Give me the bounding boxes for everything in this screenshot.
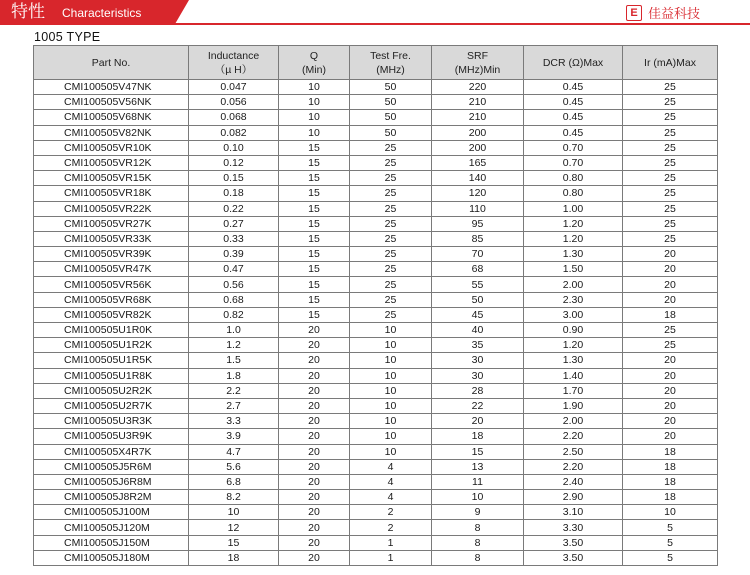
table-row — [34, 398, 718, 413]
ir-cell: 20 — [623, 429, 718, 444]
banner-title-zh: 特性 — [11, 2, 45, 22]
table-row — [34, 459, 718, 474]
table-row — [34, 95, 718, 110]
part-no-cell: CMI100505J180M — [34, 550, 189, 565]
test-freq-cell: 25 — [350, 201, 432, 216]
q-cell: 15 — [279, 171, 350, 186]
inductance-cell: 0.12 — [189, 155, 279, 170]
inductance-cell: 0.068 — [189, 110, 279, 125]
table-row — [34, 520, 718, 535]
banner-underline — [0, 23, 750, 25]
dcr-cell: 0.70 — [524, 155, 623, 170]
ir-cell: 10 — [623, 505, 718, 520]
srf-cell: 13 — [432, 459, 524, 474]
inductance-cell: 0.047 — [189, 80, 279, 95]
inductance-cell: 15 — [189, 535, 279, 550]
q-cell: 15 — [279, 247, 350, 262]
part-no-cell: CMI100505J5R6M — [34, 459, 189, 474]
table-row — [34, 383, 718, 398]
banner-notch — [175, 0, 189, 24]
srf-cell: 110 — [432, 201, 524, 216]
srf-cell: 140 — [432, 171, 524, 186]
ir-cell: 18 — [623, 459, 718, 474]
ir-cell: 25 — [623, 155, 718, 170]
inductance-cell: 0.27 — [189, 216, 279, 231]
part-no-cell: CMI100505VR82K — [34, 307, 189, 322]
ir-cell: 25 — [623, 95, 718, 110]
table-row — [34, 201, 718, 216]
ir-cell: 25 — [623, 171, 718, 186]
ir-cell: 25 — [623, 80, 718, 95]
inductance-cell: 2.2 — [189, 383, 279, 398]
srf-cell: 10 — [432, 490, 524, 505]
q-cell: 20 — [279, 398, 350, 413]
srf-cell: 200 — [432, 140, 524, 155]
table-row — [34, 505, 718, 520]
test-freq-cell: 2 — [350, 505, 432, 520]
dcr-cell: 0.45 — [524, 95, 623, 110]
test-freq-cell: 25 — [350, 307, 432, 322]
part-no-cell: CMI100505U1R8K — [34, 368, 189, 383]
table-row — [34, 474, 718, 489]
part-no-cell: CMI100505VR39K — [34, 247, 189, 262]
test-freq-cell: 10 — [350, 323, 432, 338]
inductance-cell: 3.9 — [189, 429, 279, 444]
srf-cell: 8 — [432, 520, 524, 535]
header-inductance: Inductance （µ H） — [189, 46, 279, 80]
inductance-cell: 0.33 — [189, 231, 279, 246]
dcr-cell: 2.90 — [524, 490, 623, 505]
ir-cell: 20 — [623, 277, 718, 292]
part-no-cell: CMI100505J150M — [34, 535, 189, 550]
part-no-cell: CMI100505VR18K — [34, 186, 189, 201]
ir-cell: 20 — [623, 262, 718, 277]
part-no-cell: CMI100505V56NK — [34, 95, 189, 110]
part-no-cell: CMI100505U2R7K — [34, 398, 189, 413]
dcr-cell: 3.50 — [524, 550, 623, 565]
test-freq-cell: 50 — [350, 80, 432, 95]
table-header-row — [34, 46, 718, 80]
q-cell: 20 — [279, 474, 350, 489]
part-no-cell: CMI100505U1R0K — [34, 323, 189, 338]
inductance-cell: 10 — [189, 505, 279, 520]
dcr-cell: 3.30 — [524, 520, 623, 535]
dcr-cell: 3.00 — [524, 307, 623, 322]
inductance-cell: 4.7 — [189, 444, 279, 459]
test-freq-cell: 25 — [350, 186, 432, 201]
q-cell: 20 — [279, 459, 350, 474]
srf-cell: 28 — [432, 383, 524, 398]
test-freq-cell: 25 — [350, 216, 432, 231]
q-cell: 20 — [279, 550, 350, 565]
inductance-cell: 0.18 — [189, 186, 279, 201]
q-cell: 10 — [279, 95, 350, 110]
test-freq-cell: 25 — [350, 231, 432, 246]
table-row — [34, 262, 718, 277]
inductance-cell: 0.56 — [189, 277, 279, 292]
ir-cell: 25 — [623, 231, 718, 246]
ir-cell: 5 — [623, 550, 718, 565]
inductance-cell: 2.7 — [189, 398, 279, 413]
table-row — [34, 429, 718, 444]
srf-cell: 165 — [432, 155, 524, 170]
table-row — [34, 80, 718, 95]
part-no-cell: CMI100505U1R5K — [34, 353, 189, 368]
part-no-cell: CMI100505V82NK — [34, 125, 189, 140]
ir-cell: 5 — [623, 520, 718, 535]
dcr-cell: 2.00 — [524, 414, 623, 429]
q-cell: 15 — [279, 231, 350, 246]
q-cell: 15 — [279, 201, 350, 216]
inductance-cell: 0.082 — [189, 125, 279, 140]
part-no-cell: CMI100505U3R3K — [34, 414, 189, 429]
srf-cell: 220 — [432, 80, 524, 95]
dcr-cell: 2.40 — [524, 474, 623, 489]
part-no-cell: CMI100505VR12K — [34, 155, 189, 170]
srf-cell: 8 — [432, 535, 524, 550]
srf-cell: 210 — [432, 95, 524, 110]
table-row — [34, 414, 718, 429]
test-freq-cell: 25 — [350, 262, 432, 277]
srf-cell: 15 — [432, 444, 524, 459]
test-freq-cell: 10 — [350, 444, 432, 459]
inductance-cell: 0.15 — [189, 171, 279, 186]
part-no-cell: CMI100505J6R8M — [34, 474, 189, 489]
test-freq-cell: 25 — [350, 292, 432, 307]
table-body — [34, 80, 718, 566]
dcr-cell: 0.45 — [524, 110, 623, 125]
srf-cell: 9 — [432, 505, 524, 520]
srf-cell: 45 — [432, 307, 524, 322]
dcr-cell: 2.20 — [524, 429, 623, 444]
header-q: Q (Min) — [279, 46, 350, 80]
test-freq-cell: 4 — [350, 490, 432, 505]
part-no-cell: CMI100505VR27K — [34, 216, 189, 231]
ir-cell: 18 — [623, 444, 718, 459]
part-no-cell: CMI100505U3R9K — [34, 429, 189, 444]
q-cell: 20 — [279, 535, 350, 550]
table-row — [34, 247, 718, 262]
inductance-cell: 1.2 — [189, 338, 279, 353]
ir-cell: 25 — [623, 323, 718, 338]
ir-cell: 18 — [623, 474, 718, 489]
test-freq-cell: 25 — [350, 247, 432, 262]
test-freq-cell: 4 — [350, 459, 432, 474]
dcr-cell: 1.00 — [524, 201, 623, 216]
q-cell: 20 — [279, 323, 350, 338]
table-row — [34, 171, 718, 186]
q-cell: 15 — [279, 307, 350, 322]
table-row — [34, 140, 718, 155]
ir-cell: 20 — [623, 353, 718, 368]
dcr-cell: 1.50 — [524, 262, 623, 277]
test-freq-cell: 10 — [350, 338, 432, 353]
banner-title-en: Characteristics — [62, 6, 142, 20]
dcr-cell: 1.30 — [524, 353, 623, 368]
srf-cell: 35 — [432, 338, 524, 353]
table-row — [34, 155, 718, 170]
q-cell: 20 — [279, 429, 350, 444]
srf-cell: 95 — [432, 216, 524, 231]
ir-cell: 25 — [623, 216, 718, 231]
test-freq-cell: 25 — [350, 171, 432, 186]
dcr-cell: 0.80 — [524, 186, 623, 201]
inductance-cell: 12 — [189, 520, 279, 535]
test-freq-cell: 25 — [350, 140, 432, 155]
srf-cell: 22 — [432, 398, 524, 413]
inductance-cell: 1.0 — [189, 323, 279, 338]
part-no-cell: CMI100505VR10K — [34, 140, 189, 155]
dcr-cell: 0.45 — [524, 80, 623, 95]
brand-name: 佳益科技 — [647, 7, 700, 22]
q-cell: 15 — [279, 292, 350, 307]
table-row — [34, 186, 718, 201]
table-row — [34, 490, 718, 505]
part-no-cell: CMI100505J8R2M — [34, 490, 189, 505]
q-cell: 15 — [279, 186, 350, 201]
table-row — [34, 277, 718, 292]
part-no-cell: CMI100505VR15K — [34, 171, 189, 186]
header-test-freq: Test Fre. (MHz) — [350, 46, 432, 80]
part-no-cell: CMI100505VR68K — [34, 292, 189, 307]
q-cell: 20 — [279, 520, 350, 535]
inductance-cell: 0.10 — [189, 140, 279, 155]
inductance-cell: 0.39 — [189, 247, 279, 262]
ir-cell: 25 — [623, 186, 718, 201]
q-cell: 20 — [279, 444, 350, 459]
table-row — [34, 353, 718, 368]
dcr-cell: 2.50 — [524, 444, 623, 459]
header-srf: SRF (MHz)Min — [432, 46, 524, 80]
test-freq-cell: 25 — [350, 155, 432, 170]
dcr-cell: 0.80 — [524, 171, 623, 186]
test-freq-cell: 50 — [350, 125, 432, 140]
srf-cell: 50 — [432, 292, 524, 307]
test-freq-cell: 4 — [350, 474, 432, 489]
srf-cell: 210 — [432, 110, 524, 125]
test-freq-cell: 1 — [350, 550, 432, 565]
inductance-cell: 6.8 — [189, 474, 279, 489]
dcr-cell: 2.20 — [524, 459, 623, 474]
q-cell: 20 — [279, 383, 350, 398]
ir-cell: 20 — [623, 368, 718, 383]
part-no-cell: CMI100505U1R2K — [34, 338, 189, 353]
test-freq-cell: 25 — [350, 277, 432, 292]
srf-cell: 30 — [432, 353, 524, 368]
test-freq-cell: 50 — [350, 110, 432, 125]
ir-cell: 25 — [623, 110, 718, 125]
ir-cell: 18 — [623, 490, 718, 505]
q-cell: 10 — [279, 80, 350, 95]
part-no-cell: CMI100505X4R7K — [34, 444, 189, 459]
part-no-cell: CMI100505VR56K — [34, 277, 189, 292]
inductance-cell: 18 — [189, 550, 279, 565]
table-row — [34, 323, 718, 338]
inductance-cell: 1.8 — [189, 368, 279, 383]
inductance-cell: 5.6 — [189, 459, 279, 474]
ir-cell: 18 — [623, 307, 718, 322]
dcr-cell: 0.90 — [524, 323, 623, 338]
test-freq-cell: 10 — [350, 383, 432, 398]
dcr-cell: 2.00 — [524, 277, 623, 292]
ir-cell: 5 — [623, 535, 718, 550]
q-cell: 20 — [279, 490, 350, 505]
dcr-cell: 0.70 — [524, 140, 623, 155]
part-no-cell: CMI100505V47NK — [34, 80, 189, 95]
srf-cell: 85 — [432, 231, 524, 246]
q-cell: 10 — [279, 125, 350, 140]
table-row — [34, 368, 718, 383]
srf-cell: 40 — [432, 323, 524, 338]
ir-cell: 20 — [623, 383, 718, 398]
test-freq-cell: 10 — [350, 414, 432, 429]
ir-cell: 25 — [623, 140, 718, 155]
brand-logo — [626, 3, 700, 22]
srf-cell: 18 — [432, 429, 524, 444]
inductance-cell: 0.056 — [189, 95, 279, 110]
inductance-cell: 3.3 — [189, 414, 279, 429]
q-cell: 20 — [279, 353, 350, 368]
dcr-cell: 2.30 — [524, 292, 623, 307]
srf-cell: 30 — [432, 368, 524, 383]
srf-cell: 200 — [432, 125, 524, 140]
srf-cell: 55 — [432, 277, 524, 292]
table-row — [34, 292, 718, 307]
srf-cell: 8 — [432, 550, 524, 565]
q-cell: 15 — [279, 262, 350, 277]
test-freq-cell: 1 — [350, 535, 432, 550]
dcr-cell: 1.20 — [524, 338, 623, 353]
q-cell: 15 — [279, 140, 350, 155]
table-row — [34, 550, 718, 565]
ir-cell: 20 — [623, 414, 718, 429]
table-row — [34, 125, 718, 140]
ir-cell: 25 — [623, 201, 718, 216]
e-logo-icon: E — [626, 5, 642, 21]
dcr-cell: 3.50 — [524, 535, 623, 550]
srf-cell: 68 — [432, 262, 524, 277]
test-freq-cell: 2 — [350, 520, 432, 535]
inductance-cell: 1.5 — [189, 353, 279, 368]
test-freq-cell: 10 — [350, 398, 432, 413]
dcr-cell: 0.45 — [524, 125, 623, 140]
dcr-cell: 1.90 — [524, 398, 623, 413]
ir-cell: 25 — [623, 338, 718, 353]
inductance-cell: 0.68 — [189, 292, 279, 307]
table-row — [34, 231, 718, 246]
header-dcr: DCR (Ω)Max — [524, 46, 623, 80]
part-no-cell: CMI100505J100M — [34, 505, 189, 520]
dcr-cell: 1.20 — [524, 231, 623, 246]
table-row — [34, 216, 718, 231]
srf-cell: 120 — [432, 186, 524, 201]
test-freq-cell: 10 — [350, 429, 432, 444]
q-cell: 20 — [279, 414, 350, 429]
part-no-cell: CMI100505VR22K — [34, 201, 189, 216]
header-part-no: Part No. — [34, 46, 189, 80]
ir-cell: 25 — [623, 125, 718, 140]
q-cell: 10 — [279, 110, 350, 125]
type-label: 1005 TYPE — [34, 30, 101, 44]
test-freq-cell: 10 — [350, 368, 432, 383]
table-row — [34, 535, 718, 550]
q-cell: 15 — [279, 155, 350, 170]
part-no-cell: CMI100505VR33K — [34, 231, 189, 246]
part-no-cell: CMI100505J120M — [34, 520, 189, 535]
table-row — [34, 444, 718, 459]
q-cell: 20 — [279, 368, 350, 383]
inductance-cell: 0.22 — [189, 201, 279, 216]
srf-cell: 11 — [432, 474, 524, 489]
part-no-cell: CMI100505VR47K — [34, 262, 189, 277]
q-cell: 20 — [279, 338, 350, 353]
part-no-cell: CMI100505U2R2K — [34, 383, 189, 398]
dcr-cell: 1.20 — [524, 216, 623, 231]
q-cell: 15 — [279, 277, 350, 292]
inductance-cell: 8.2 — [189, 490, 279, 505]
q-cell: 15 — [279, 216, 350, 231]
ir-cell: 20 — [623, 398, 718, 413]
inductance-cell: 0.82 — [189, 307, 279, 322]
srf-cell: 20 — [432, 414, 524, 429]
table-row — [34, 110, 718, 125]
q-cell: 20 — [279, 505, 350, 520]
dcr-cell: 1.40 — [524, 368, 623, 383]
dcr-cell: 1.30 — [524, 247, 623, 262]
test-freq-cell: 50 — [350, 95, 432, 110]
characteristics-table — [33, 45, 718, 566]
part-no-cell: CMI100505V68NK — [34, 110, 189, 125]
srf-cell: 70 — [432, 247, 524, 262]
dcr-cell: 3.10 — [524, 505, 623, 520]
test-freq-cell: 10 — [350, 353, 432, 368]
inductance-cell: 0.47 — [189, 262, 279, 277]
table-row — [34, 338, 718, 353]
ir-cell: 20 — [623, 292, 718, 307]
table-row — [34, 307, 718, 322]
ir-cell: 20 — [623, 247, 718, 262]
header-ir: Ir (mA)Max — [623, 46, 718, 80]
dcr-cell: 1.70 — [524, 383, 623, 398]
